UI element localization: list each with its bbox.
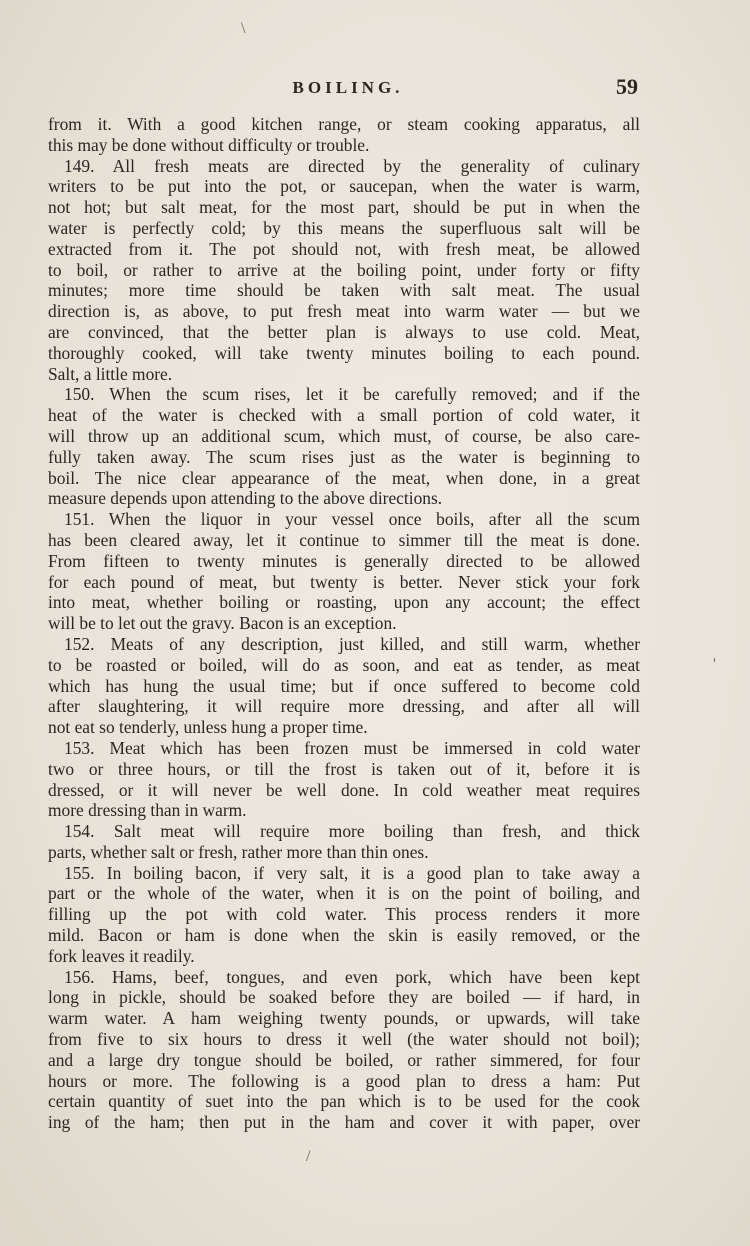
text-line: measure depends upon attending to the above directions.: [48, 488, 443, 509]
text-line: extracted from it. The pot should not, with fresh meat, be allowed: [48, 238, 640, 259]
text-line: two or three hours, or till the frost is taken out of it, before it is: [48, 758, 640, 779]
text-line: not eat so tenderly, unless hung a proper time.: [48, 717, 368, 738]
text-line: heat of the water is checked with a small portion of cold water, it: [48, 405, 640, 426]
ink-speck-top: \: [241, 20, 246, 37]
text-line: and a large dry tongue should be boiled, or rather simmered, for four: [48, 1049, 640, 1070]
ink-speck-right: ': [713, 656, 716, 673]
text-line: 156. Hams, beef, tongues, and even pork, which have been kept: [64, 966, 640, 987]
text-line: which has hung the usual time; but if once suffered to become cold: [48, 675, 640, 696]
body-text: [48, 114, 640, 1133]
text-line: parts, whether salt or fresh, rather more than thin ones.: [48, 841, 429, 862]
text-line: warm water. A ham weighing twenty pounds, or upwards, will take: [48, 1008, 640, 1029]
text-line: mild. Bacon or ham is done when the skin is easily removed, or the: [48, 925, 640, 946]
text-line: will throw up an additional scum, which must, of course, be also care-: [48, 425, 640, 446]
text-line: are convinced, that the better plan is always to use cold. Meat,: [48, 321, 640, 342]
text-line: to be roasted or boiled, will do as soon, and eat as tender, as meat: [48, 654, 640, 675]
text-line: Salt, a little more.: [48, 363, 173, 384]
text-line: will be to let out the gravy. Bacon is an exception.: [48, 613, 397, 634]
text-line: hours or more. The following is a good plan to dress a ham: Put: [48, 1070, 640, 1091]
page-header: [48, 74, 638, 104]
text-line: filling up the pot with cold water. This process renders it more: [48, 904, 640, 925]
text-line: 152. Meats of any description, just killed, and still warm, whether: [64, 633, 640, 654]
text-line: 155. In boiling bacon, if very salt, it is a good plan to take away a: [64, 862, 640, 883]
text-line: 150. When the scum rises, let it be carefully removed; and if the: [64, 384, 640, 405]
text-line: this may be done without difficulty or trouble.: [48, 134, 370, 155]
text-line: certain quantity of suet into the pan which is to be used for the cook: [48, 1091, 640, 1112]
text-line: 153. Meat which has been frozen must be immersed in cold water: [64, 737, 640, 758]
text-line: into meat, whether boiling or roasting, upon any account; the effect: [48, 592, 640, 613]
text-line: for each pound of meat, but twenty is better. Never stick your fork: [48, 571, 640, 592]
text-line: dressed, or it will never be well done. In cold weather meat requires: [48, 779, 640, 800]
text-line: boil. The nice clear appearance of the meat, when done, in a great: [48, 467, 640, 488]
text-line: minutes; more time should be taken with salt meat. The usual: [48, 280, 640, 301]
text-line: from it. With a good kitchen range, or steam cooking apparatus, all: [48, 114, 640, 134]
text-line: From fifteen to twenty minutes is generally directed to be allowed: [48, 550, 640, 571]
text-line: water is perfectly cold; by this means the superfluous salt will be: [48, 217, 640, 238]
text-line: not hot; but salt meat, for the most part, should be put in when the: [48, 197, 640, 218]
text-line: after slaughtering, it will require more dressing, and after all will: [48, 696, 640, 717]
text-line: part or the whole of the water, when it is on the point of boiling, and: [48, 883, 640, 904]
running-head: BOILING.: [292, 78, 404, 97]
text-line: long in pickle, should be soaked before they are boiled — if hard, in: [48, 987, 640, 1008]
text-line: ing of the ham; then put in the ham and cover it with paper, over: [48, 1112, 640, 1133]
text-line: direction is, as above, to put fresh meat into warm water — but we: [48, 301, 640, 322]
text-line: to boil, or rather to arrive at the boiling point, under forty or fifty: [48, 259, 640, 280]
text-line: thoroughly cooked, will take twenty minutes boiling to each pound.: [48, 342, 640, 363]
text-line: fork leaves it readily.: [48, 945, 195, 966]
text-line: more dressing than in warm.: [48, 800, 247, 821]
text-line: writers to be put into the pot, or saucepan, when the water is warm,: [48, 176, 640, 197]
ink-speck-bottom: /: [306, 1148, 311, 1165]
text-line: from five to six hours to dress it well (the water should not boil);: [48, 1029, 640, 1050]
text-line: 151. When the liquor in your vessel once boils, after all the scum: [64, 509, 640, 530]
page-number: 59: [616, 74, 638, 99]
text-line: 154. Salt meat will require more boiling than fresh, and thick: [64, 821, 640, 842]
text-line: 149. All fresh meats are directed by the generality of culinary: [64, 155, 640, 176]
text-line: fully taken away. The scum rises just as the water is beginning to: [48, 446, 640, 467]
text-line: has been cleared away, let it continue to simmer till the meat is done.: [48, 529, 640, 550]
